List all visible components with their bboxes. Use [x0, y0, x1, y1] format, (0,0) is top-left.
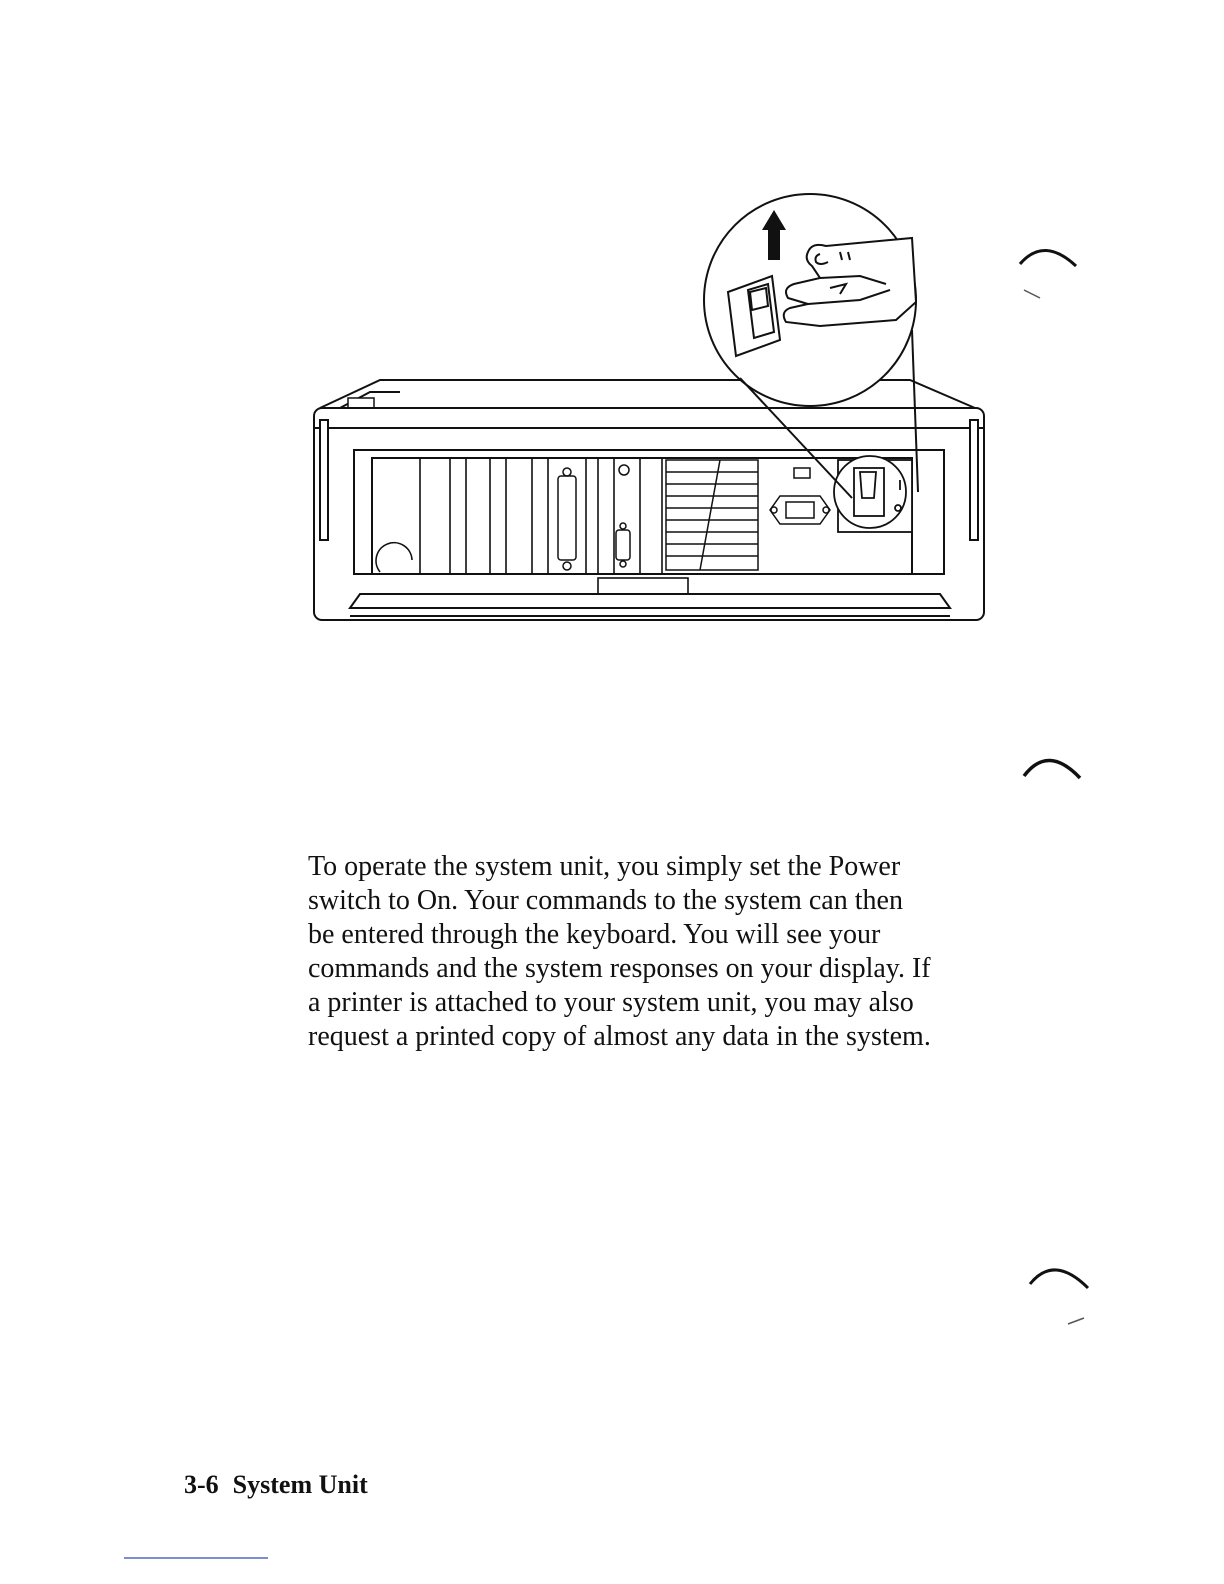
- body-line: commands and the system responses on your display. If: [308, 953, 931, 984]
- binding-mark-top: [1014, 240, 1084, 310]
- body-line: a printer is attached to your system unit, you may also: [308, 987, 914, 1018]
- voltage-selector-icon: [794, 468, 810, 478]
- fan-vent: [666, 460, 758, 570]
- section-title: System Unit: [232, 1470, 368, 1499]
- body-line: To operate the system unit, you simply set the Power: [308, 851, 901, 882]
- body-line: request a printed copy of almost any data in the system.: [308, 1021, 931, 1052]
- bottom-rule: [124, 1557, 268, 1559]
- system-unit-lid: [320, 380, 975, 408]
- body-line: be entered through the keyboard. You will see your: [308, 919, 881, 950]
- power-connector-icon: [770, 496, 830, 524]
- binding-mark-bottom: [1024, 1258, 1094, 1328]
- page-footer: [184, 1470, 368, 1500]
- system-unit-body: [314, 408, 984, 620]
- system-unit-illustration: [300, 180, 1000, 640]
- body-paragraph: [308, 850, 1008, 1054]
- page-number: 3-6: [184, 1470, 219, 1499]
- binding-mark-middle: [1018, 750, 1088, 790]
- body-line: switch to On. Your commands to the system can then: [308, 885, 903, 916]
- power-switch-icon: [834, 456, 912, 532]
- parallel-port-icon: [558, 468, 576, 570]
